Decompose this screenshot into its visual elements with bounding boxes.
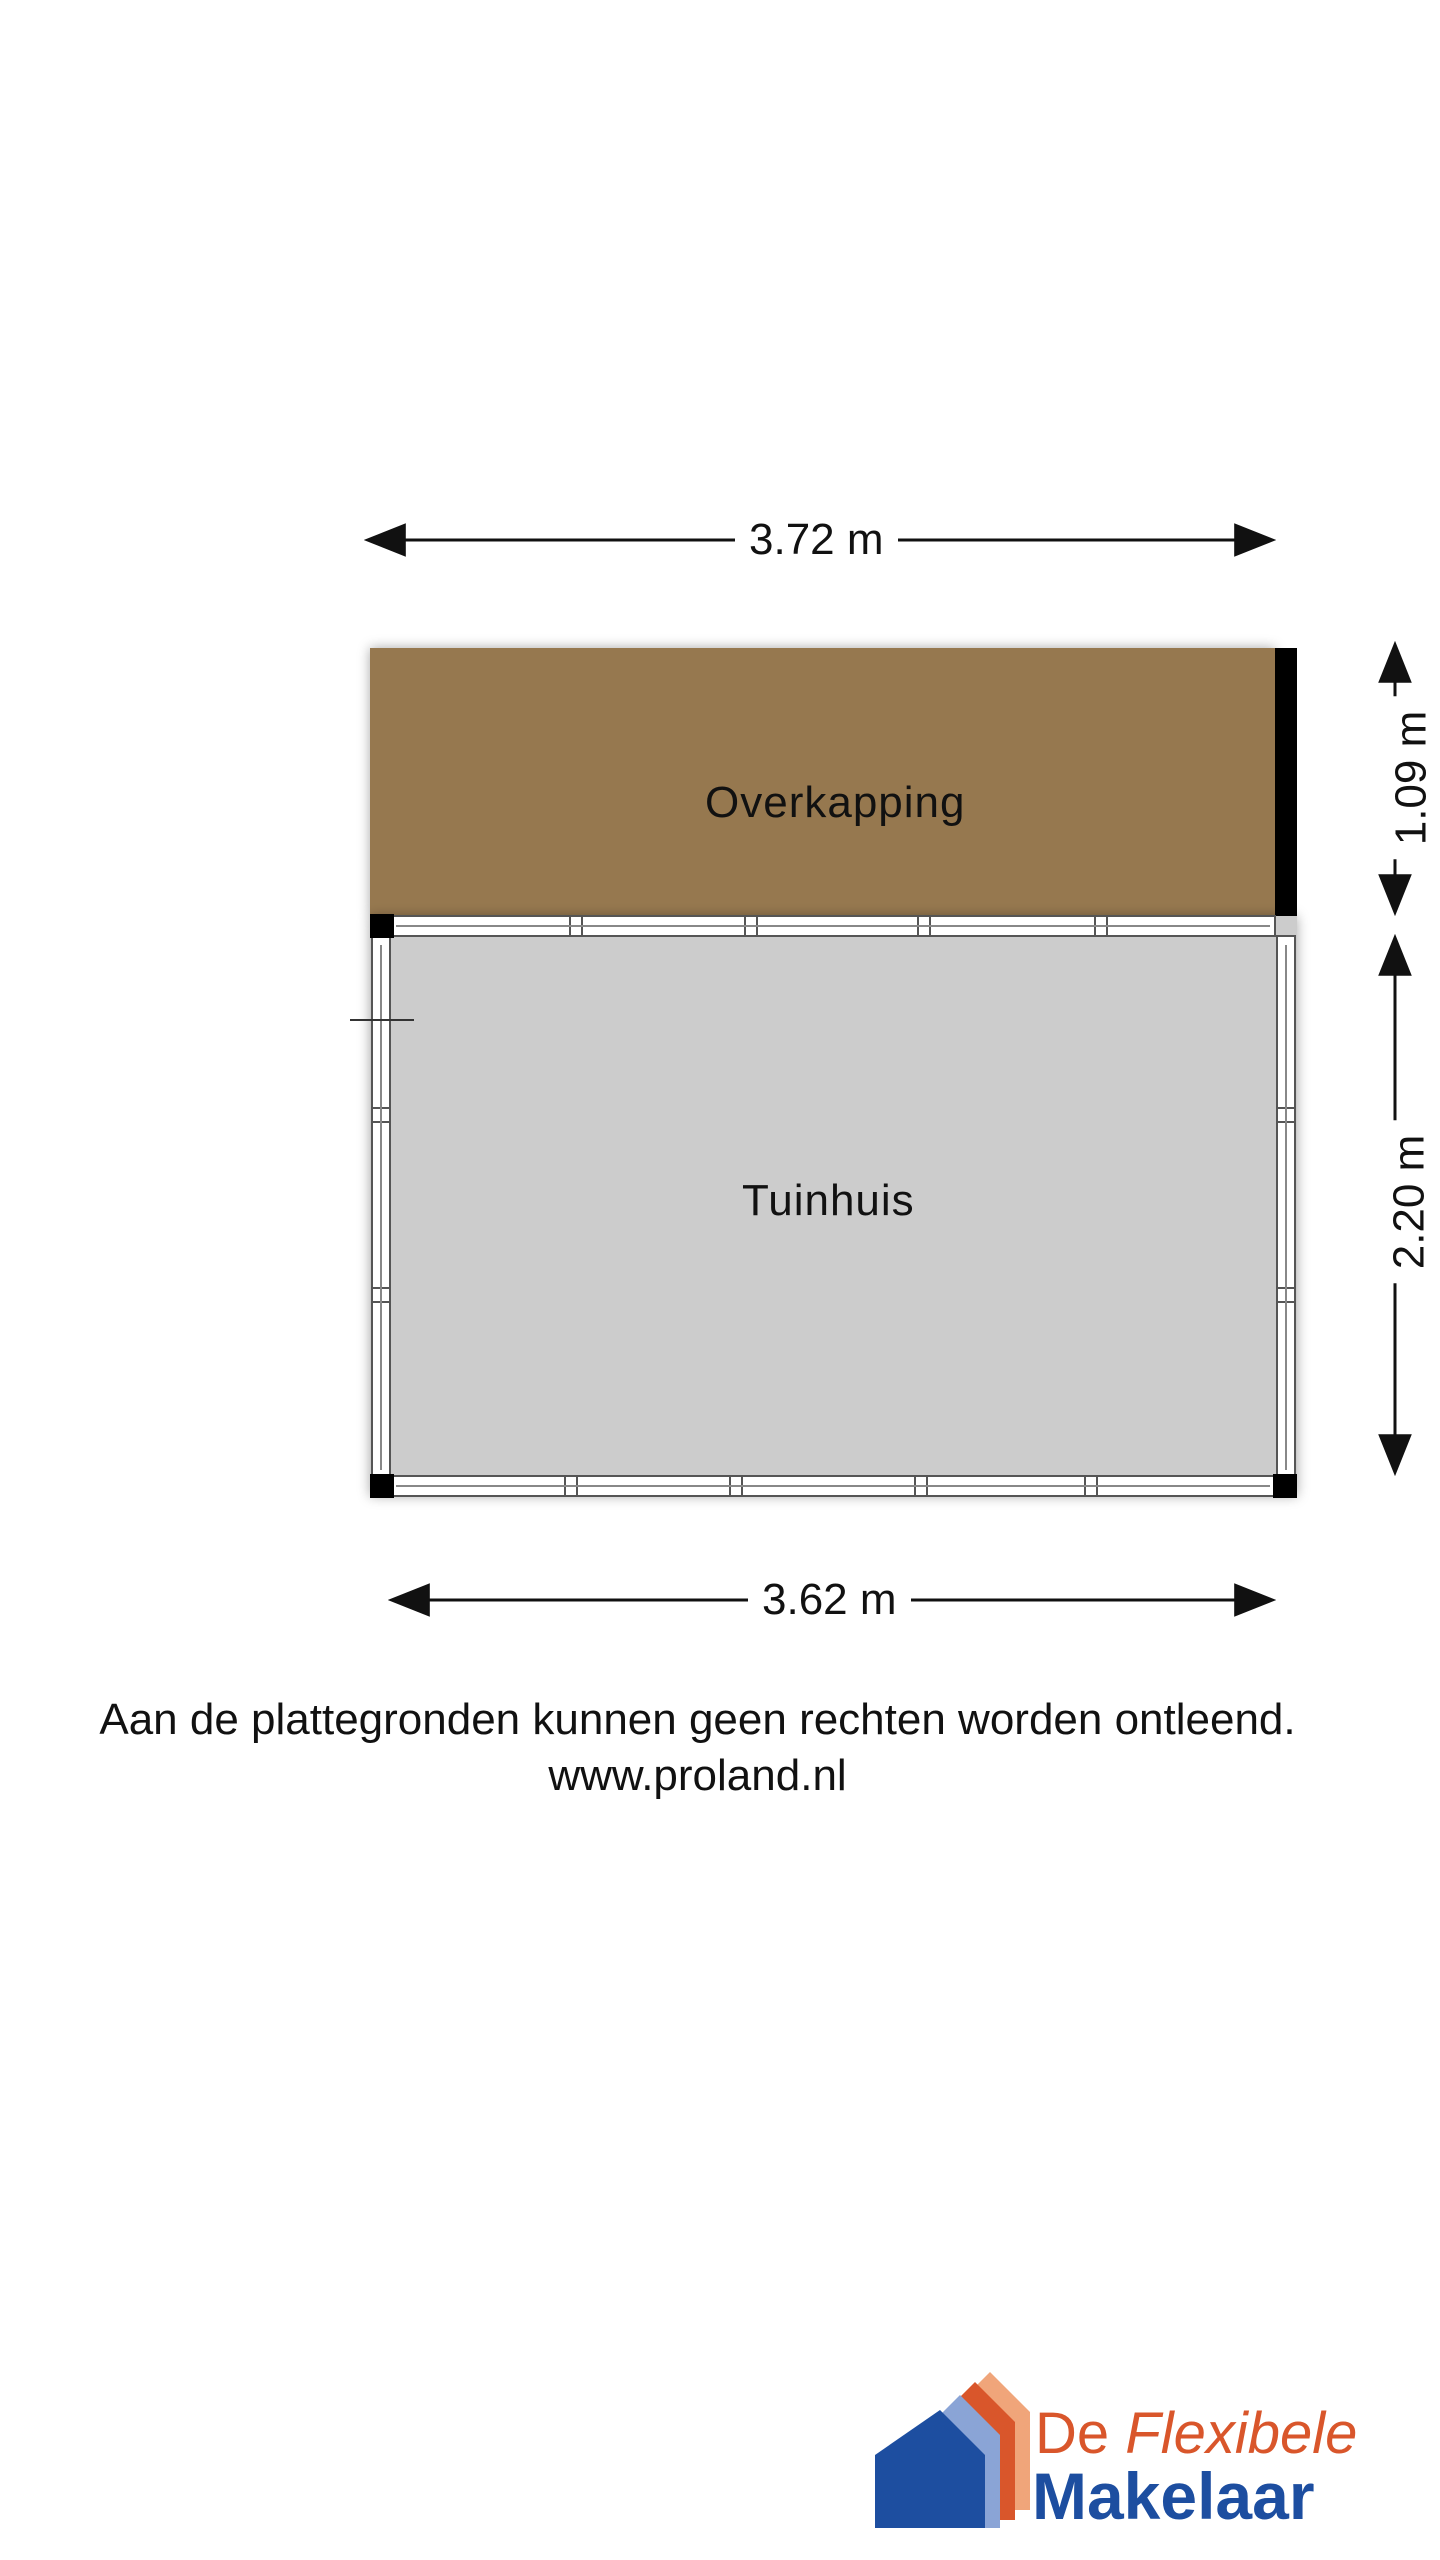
disclaimer	[0, 1692, 1395, 1804]
disclaimer-text: Aan de plattegronden kunnen geen rechten worden ontleend.	[99, 1695, 1296, 1744]
dimension-label-top: 3.72 m	[735, 514, 898, 566]
logo-text-top	[1035, 2400, 1357, 2467]
logo-text-makelaar: Makelaar	[1032, 2459, 1315, 2533]
logo-text-de: De	[1035, 2401, 1110, 2466]
dimension-label-bottom: 3.62 m	[748, 1574, 911, 1626]
wall-overkapping-right	[1275, 648, 1297, 940]
room-label-tuinhuis: Tuinhuis	[742, 1176, 915, 1225]
room-label-overkapping: Overkapping	[705, 778, 966, 827]
logo-text-flexibele: Flexibele	[1125, 2401, 1358, 2466]
disclaimer-url: www.proland.nl	[548, 1751, 847, 1800]
dimension-label-tuinhuis: 2.20 m	[1383, 1121, 1435, 1284]
dimension-label-overkapping: 1.09 m	[1385, 697, 1437, 860]
